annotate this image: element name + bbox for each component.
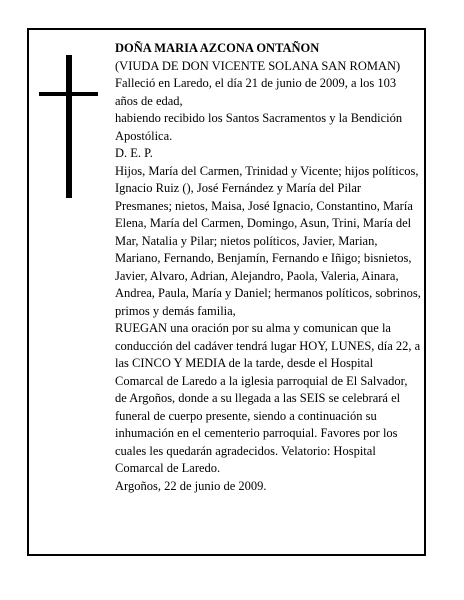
cross-horizontal-bar [39,92,98,96]
family-list: Hijos, María del Carmen, Trinidad y Vicente; hijos políticos, Ignacio Ruiz (), José Fernández y María del Pilar Presmanes; nietos, Maisa, José Ignacio, Constantino, María Elena, María del Carmen, Domingo, Asun, Trini, María del Mar, Natalia y Pilar; nietos políticos, Javier, Marian, Mariano, Fernando, Benjamín, Fernando e Iñigo; bisnietos, Javier, Alvaro, Adrian, Alejandro, Paola, Valeria, Ainara, Andrea, Paula, María y Daniel; hermanos políticos, sobrinos, primos y demás familia, [115,163,421,318]
death-statement: Falleció en Laredo, el día 21 de junio de 2009, a los 103 años de edad, [115,76,397,108]
funeral-request: RUEGAN una oración por su alma y comunican que la conducción del cadáver tendrá lugar HOY, LUNES, día 22, a las CINCO Y MEDIA de la tarde, desde el Hospital Comarcal de Laredo a la iglesia parroquial de El Salvador, de Argoños, donde a su llegada a las SEIS se celebrará el funeral de cuerpo presente, siendo a continuación su inhumación en el cementerio parroquial. Favores por los cuales les quedarán agradecidos. Velatorio: Hospital Comarcal de Laredo. [115,321,421,475]
widow-of: (VIUDA DE DON VICENTE SOLANA SAN ROMAN) [115,58,401,73]
obituary-notice [27,28,426,556]
notice-text [115,40,421,495]
dep-label: D. E. P. [115,146,153,160]
sacraments-statement: habiendo recibido los Santos Sacramentos y la Bendición Apostólica. [115,111,403,143]
deceased-name: DOÑA MARIA AZCONA ONTAÑON [115,41,320,55]
place-date: Argoños, 22 de junio de 2009. [115,478,267,493]
cross-vertical-bar [66,55,72,198]
